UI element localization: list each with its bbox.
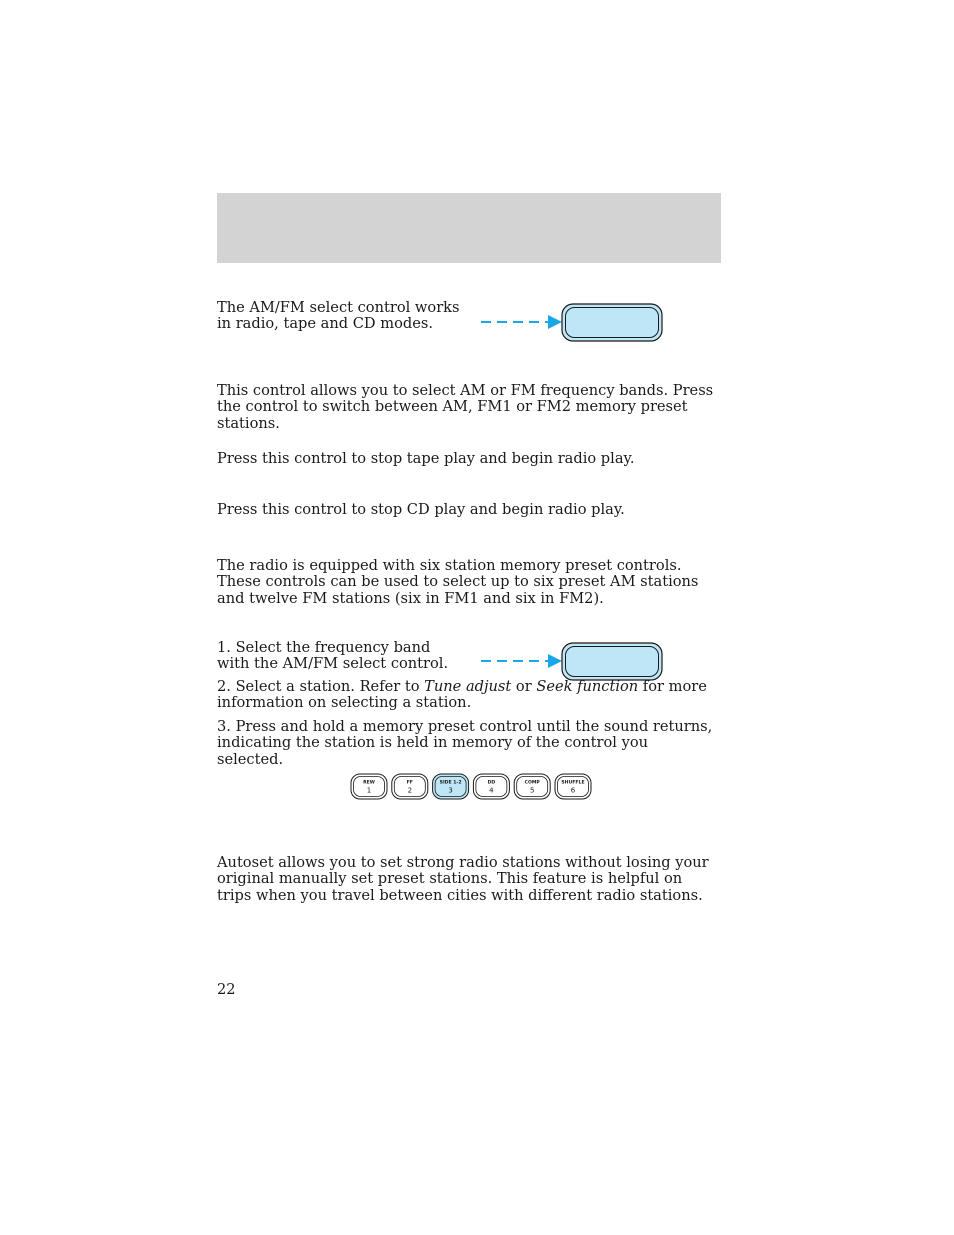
preset-button-6 <box>555 774 591 799</box>
amfm-button-icon <box>562 643 662 680</box>
preset-button-2 <box>392 774 428 799</box>
preset-button-3 <box>433 774 469 799</box>
amfm-control-illustration <box>478 302 666 344</box>
preset-button-label: COMP <box>524 780 540 786</box>
tape-mode-text: Press this control to stop tape play and begin radio play. <box>217 450 635 467</box>
autoset-text: Autoset allows you to set strong radio stations without losing your original manually set preset stations. This feature is helpful on trips when you travel between cities with different radio stations. <box>217 854 709 904</box>
arrow-icon <box>481 654 562 668</box>
preset-button-label: REW <box>363 780 375 786</box>
amfm-intro-text: The AM/FM select control works in radio, tape and CD modes. <box>217 299 460 333</box>
preset-button-4 <box>473 774 509 799</box>
preset-button-number: 5 <box>529 786 535 795</box>
preset-button-number: 6 <box>570 786 576 795</box>
preset-buttons-illustration <box>350 773 592 800</box>
preset-button-number: 2 <box>407 786 413 795</box>
preset-button-5 <box>514 774 550 799</box>
preset-button-number: 3 <box>448 786 453 795</box>
tune-adjust-ref: Tune adjust <box>424 678 512 695</box>
amfm-button-icon <box>562 304 662 341</box>
radio-mode-text: This control allows you to select AM or FM frequency bands. Press the control to switch between AM, FM1 or FM2 memory preset stations. <box>217 382 714 432</box>
preset-step-2 <box>217 679 717 712</box>
preset-button-1 <box>351 774 387 799</box>
preset-button-label: DD <box>487 780 496 786</box>
step2-text-c: for more information on selecting a station. <box>217 678 707 712</box>
step2-text-b: or <box>511 678 537 695</box>
preset-step-3: 3. Press and hold a memory preset control until the sound returns, indicating the station is held in memory of the control you selected. <box>217 718 713 768</box>
arrow-icon <box>481 315 562 329</box>
seek-function-ref: Seek function <box>536 678 639 695</box>
page-number: 22 <box>217 981 236 998</box>
preset-button-label: SHUFFLE <box>561 780 585 786</box>
presets-intro-text: The radio is equipped with six station memory preset controls. These controls can be used to select up to six preset AM stations and twelve FM stations (six in FM1 and six in FM2). <box>217 557 699 607</box>
preset-step-1: 1. Select the frequency band with the AM/FM select control. <box>217 639 449 673</box>
amfm-control-illustration-2 <box>478 641 666 683</box>
preset-button-number: 1 <box>366 786 372 795</box>
preset-button-number: 4 <box>489 786 494 795</box>
preset-button-label: FF <box>406 780 413 786</box>
step2-text-a: 2. Select a station. Refer to <box>217 678 425 695</box>
preset-button-label: SIDE 1-2 <box>439 780 462 786</box>
section-header-bar <box>217 193 721 263</box>
cd-mode-text: Press this control to stop CD play and begin radio play. <box>217 501 625 518</box>
